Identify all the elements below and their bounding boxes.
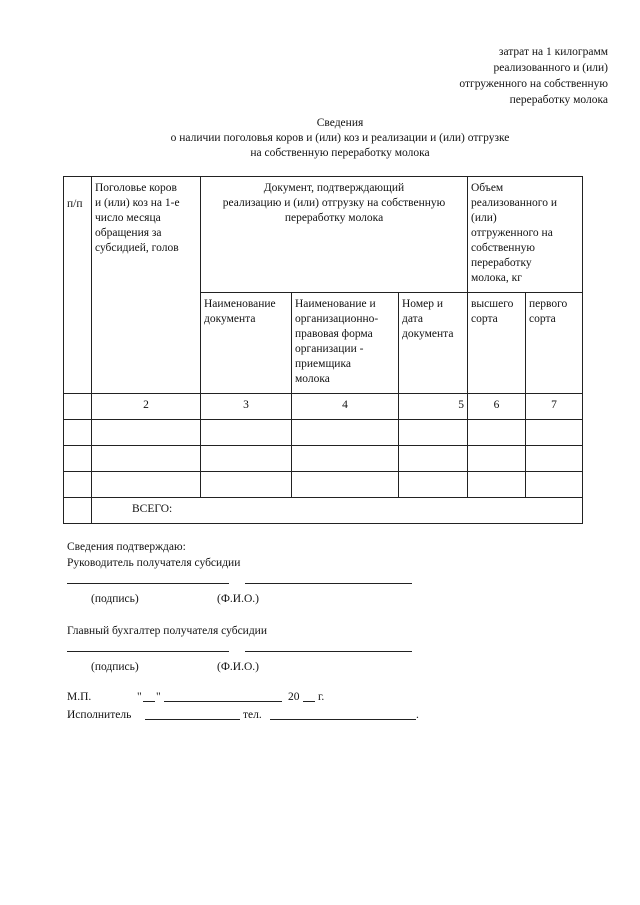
col-number-7: 7 <box>526 394 583 420</box>
cell-text-line: Документ, подтверждающий <box>263 182 405 194</box>
header-note <box>308 44 608 108</box>
confirm-text: Сведения подтверждаю: <box>67 541 186 553</box>
cell-text-line: число месяца <box>95 212 161 224</box>
stamp-label: М.П. <box>67 691 92 703</box>
accountant-label: Главный бухгалтер получателя субсидии <box>67 625 267 637</box>
subheader-top-grade <box>468 293 526 394</box>
subheader-number-date <box>399 293 468 394</box>
date-quote-open: " <box>137 691 142 703</box>
cell-text-line: реализацию и (или) отгрузку на собственную <box>222 197 446 209</box>
title-line-3: на собственную переработку молока <box>250 147 430 159</box>
cell-text-line: обращения за <box>95 227 162 239</box>
col-number-1 <box>64 394 92 420</box>
accountant-signature-lines <box>67 639 587 657</box>
cell-text-line: Наименование <box>204 298 276 310</box>
date-quote-close: " <box>156 691 161 703</box>
cell-text-line: Наименование и <box>295 298 376 310</box>
head-signature-lines <box>67 571 587 589</box>
table-header-row <box>64 177 583 293</box>
subheader-organization <box>292 293 399 394</box>
header-cell-volume <box>468 177 583 293</box>
phone-line <box>270 707 416 720</box>
cell-text-line: Поголовье коров <box>95 182 177 194</box>
head-signature-line <box>67 571 229 584</box>
col-number-4: 4 <box>292 394 399 420</box>
col-number-3: 3 <box>201 394 292 420</box>
header-cell-document-group <box>201 177 468 293</box>
cell-text-line: Объем <box>471 182 504 194</box>
cell-text-line: Номер и <box>402 298 443 310</box>
cell-text-line: и (или) коз на 1-е <box>95 197 180 209</box>
header-note-line: затрат на 1 килограмм <box>498 46 608 58</box>
title-line-1: Сведения <box>316 117 364 129</box>
cell-text-line: сорта <box>471 313 498 325</box>
cell-text-line: собственную <box>471 242 535 254</box>
stamp-date-row <box>67 689 587 707</box>
cell-text-line: (или) <box>471 212 497 224</box>
end-dot: . <box>416 709 419 721</box>
cell-text-line: реализованного и <box>471 197 557 209</box>
total-row <box>64 498 583 524</box>
cell-text-line: сорта <box>529 313 556 325</box>
head-captions <box>67 589 587 609</box>
accountant-signature-line <box>67 639 229 652</box>
header-note-line: переработку молока <box>509 94 608 106</box>
accountant-sign-caption: (подпись) <box>91 661 139 673</box>
executor-line <box>145 707 240 720</box>
document-title <box>0 116 640 161</box>
cell-text-line: документа <box>402 328 454 340</box>
signature-section <box>67 539 587 725</box>
cell-text-line: высшего <box>471 298 514 310</box>
header-note-line: отгруженного на собственную <box>459 78 608 90</box>
cell-text-line: первого <box>529 298 568 310</box>
year-suffix: г. <box>318 691 325 703</box>
year-prefix: 20 <box>288 691 300 703</box>
executor-row <box>67 707 587 725</box>
cell-text-line: переработку молока <box>284 212 384 224</box>
subheader-first-grade <box>526 293 583 394</box>
col-number-5: 5 <box>399 394 468 420</box>
cell-text-line: организации - <box>295 343 364 355</box>
table-row <box>64 472 583 498</box>
cell-text-line: отгруженного на <box>471 227 553 239</box>
accountant-captions <box>67 657 587 677</box>
year-line <box>303 689 315 702</box>
executor-label: Исполнитель <box>67 709 132 721</box>
cell-text-line: переработку <box>471 257 532 269</box>
col-number-6: 6 <box>468 394 526 420</box>
cell-text-line: дата <box>402 313 423 325</box>
head-fio-caption: (Ф.И.О.) <box>217 593 259 605</box>
day-line <box>143 689 155 702</box>
phone-label: тел. <box>243 709 262 721</box>
cell-text-line: документа <box>204 313 256 325</box>
cell-text-line: приемщика <box>295 358 351 370</box>
title-line-2: о наличии поголовья коров и (или) коз и реализации и (или) отгрузке <box>170 132 510 144</box>
subheader-doc-name <box>201 293 292 394</box>
header-note-line: реализованного и (или) <box>493 62 608 74</box>
total-label: ВСЕГО: <box>92 498 583 524</box>
cell-text-line: правовая форма <box>295 328 373 340</box>
accountant-fio-line <box>245 639 412 652</box>
head-fio-line <box>245 571 412 584</box>
cell-text-line: организационно- <box>295 313 379 325</box>
header-cell-number: п/п <box>64 177 92 394</box>
col-number-2: 2 <box>92 394 201 420</box>
header-cell-livestock <box>92 177 201 394</box>
month-line <box>164 689 282 702</box>
subsidy-data-table <box>63 176 583 524</box>
accountant-fio-caption: (Ф.И.О.) <box>217 661 259 673</box>
head-sign-caption: (подпись) <box>91 593 139 605</box>
head-label: Руководитель получателя субсидии <box>67 557 241 569</box>
cell-text-line: молока <box>295 373 330 385</box>
cell-text-line: субсидией, голов <box>95 242 179 254</box>
table-row <box>64 446 583 472</box>
cell-text-line: молока, кг <box>471 272 522 284</box>
column-number-row <box>64 394 583 420</box>
table-row <box>64 420 583 446</box>
